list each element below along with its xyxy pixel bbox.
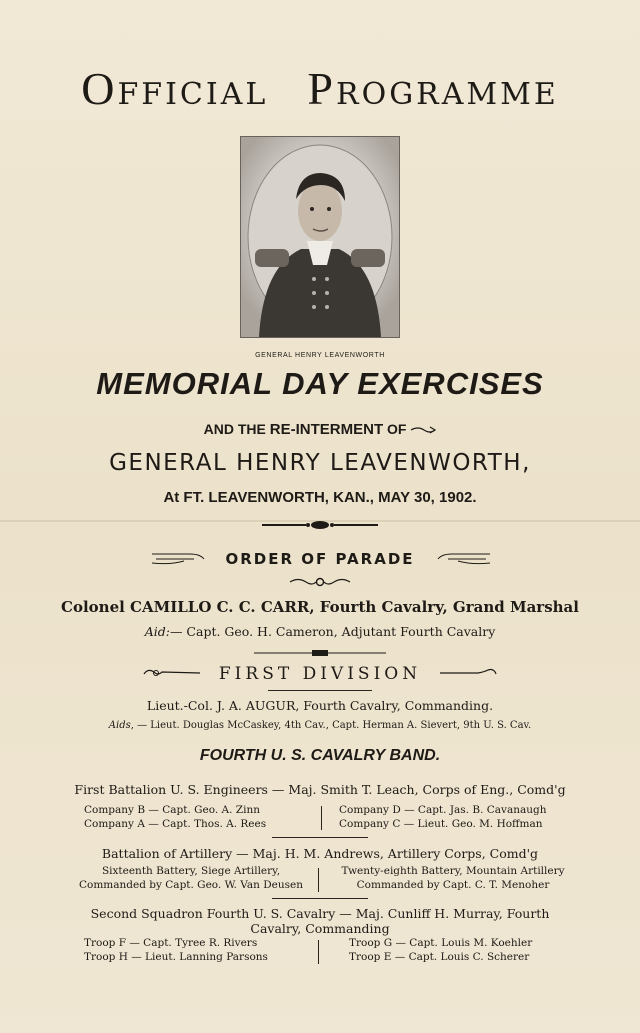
small-ornament-icon [288,576,352,588]
cavalry-band: FOURTH U. S. CAVALRY BAND. [199,747,441,764]
artillery-right-list [328,864,578,892]
division-right-flourish-icon [440,666,498,680]
artillery-divider [318,868,319,892]
right-flourish-icon [436,549,492,567]
section-rule-icon [254,650,386,656]
artillery-left-list [66,864,316,892]
subtitle-main: RE-INTERMENT [269,421,384,438]
aid-label: Aid: [144,624,170,639]
engineers-company-a: Company A — Capt. Thos. A. Rees [84,818,267,830]
title-initial-p: P [307,63,337,114]
engineers-left-list [84,803,266,831]
division-rule [268,690,372,691]
marshal-aid [0,624,640,639]
artillery-sixteenth-commander: Commanded by Capt. Geo. W. Van Deusen [79,879,303,891]
aides-label: Aids [108,720,131,731]
title-word-two-rest: ROGRAMME [336,77,559,112]
artillery-twenty-eighth-commander: Commanded by Capt. C. T. Menoher [356,879,550,891]
cavalry-troop-e: Troop E — Capt. Louis C. Scherer [349,951,530,963]
event-title: MEMORIAL DAY EXERCISES [96,366,544,401]
cavalry-right-list [349,936,532,964]
engineers-company-c: Company C — Lieut. Geo. M. Hoffman [339,818,543,830]
engineers-divider [321,806,322,830]
place-date: At FT. LEAVENWORTH, KAN., MAY 30, 1902. [163,489,477,506]
subtitle-suffix: OF [387,421,407,437]
first-division-heading: FIRST DIVISION [218,664,422,684]
grand-marshal: Colonel CAMILLO C. C. CARR, Fourth Cavalry, Grand Marshal [61,598,579,616]
cavalry-heading-line2: Cavalry, Commanding [250,921,390,936]
engineers-company-b: Company B — Capt. Geo. A. Zinn [84,804,260,816]
order-of-parade-heading: ORDER OF PARADE [225,550,415,568]
portrait-frame [240,136,400,338]
title-word-one-rest: FFICIAL [117,77,269,112]
artillery-sixteenth-battery: Sixteenth Battery, Siege Artillery, [101,865,281,877]
engineers-rule [272,837,368,838]
ornament-divider-icon [262,518,378,532]
subtitle-prefix: AND THE [203,421,266,437]
engineers-right-list [339,803,547,831]
portrait-image [241,137,399,337]
cavalry-heading-line1: Second Squadron Fourth U. S. Cavalry — Maj. Cunliff H. Murray, Fourth [90,906,550,921]
cavalry-divider [318,940,319,964]
engineers-heading: First Battalion U. S. Engineers — Maj. Smith T. Leach, Corps of Eng., Comd'g [74,782,566,797]
cavalry-troop-f: Troop F — Capt. Tyree R. Rivers [84,937,258,949]
programme-title [0,62,640,115]
cavalry-left-list [84,936,268,964]
aid-text: — Capt. Geo. H. Cameron, Adjutant Fourth Cavalry [169,624,496,639]
event-subtitle [0,421,640,438]
engineers-company-d: Company D — Capt. Jas. B. Cavanaugh [339,804,547,816]
arrow-flourish-icon [410,425,436,435]
portrait-caption: GENERAL HENRY LEAVENWORTH [255,352,385,359]
artillery-rule [272,898,368,899]
title-initial-o: O [81,63,118,114]
aides-text: , — Lieut. Douglas McCaskey, 4th Cav., Capt. Herman A. Sievert, 9th U. S. Cav. [130,720,532,731]
artillery-heading: Battalion of Artillery — Maj. H. M. Andrews, Artillery Corps, Comd'g [101,846,539,861]
cavalry-troop-h: Troop H — Lieut. Lanning Parsons [84,951,268,963]
honoree-name: GENERAL HENRY LEAVENWORTH, [109,450,531,476]
cavalry-troop-g: Troop G — Capt. Louis M. Koehler [349,937,533,949]
artillery-twenty-eighth-battery: Twenty-eighth Battery, Mountain Artillery [341,865,565,877]
division-aides [0,720,640,731]
division-commander: Lieut.-Col. J. A. AUGUR, Fourth Cavalry, Commanding. [146,698,494,713]
